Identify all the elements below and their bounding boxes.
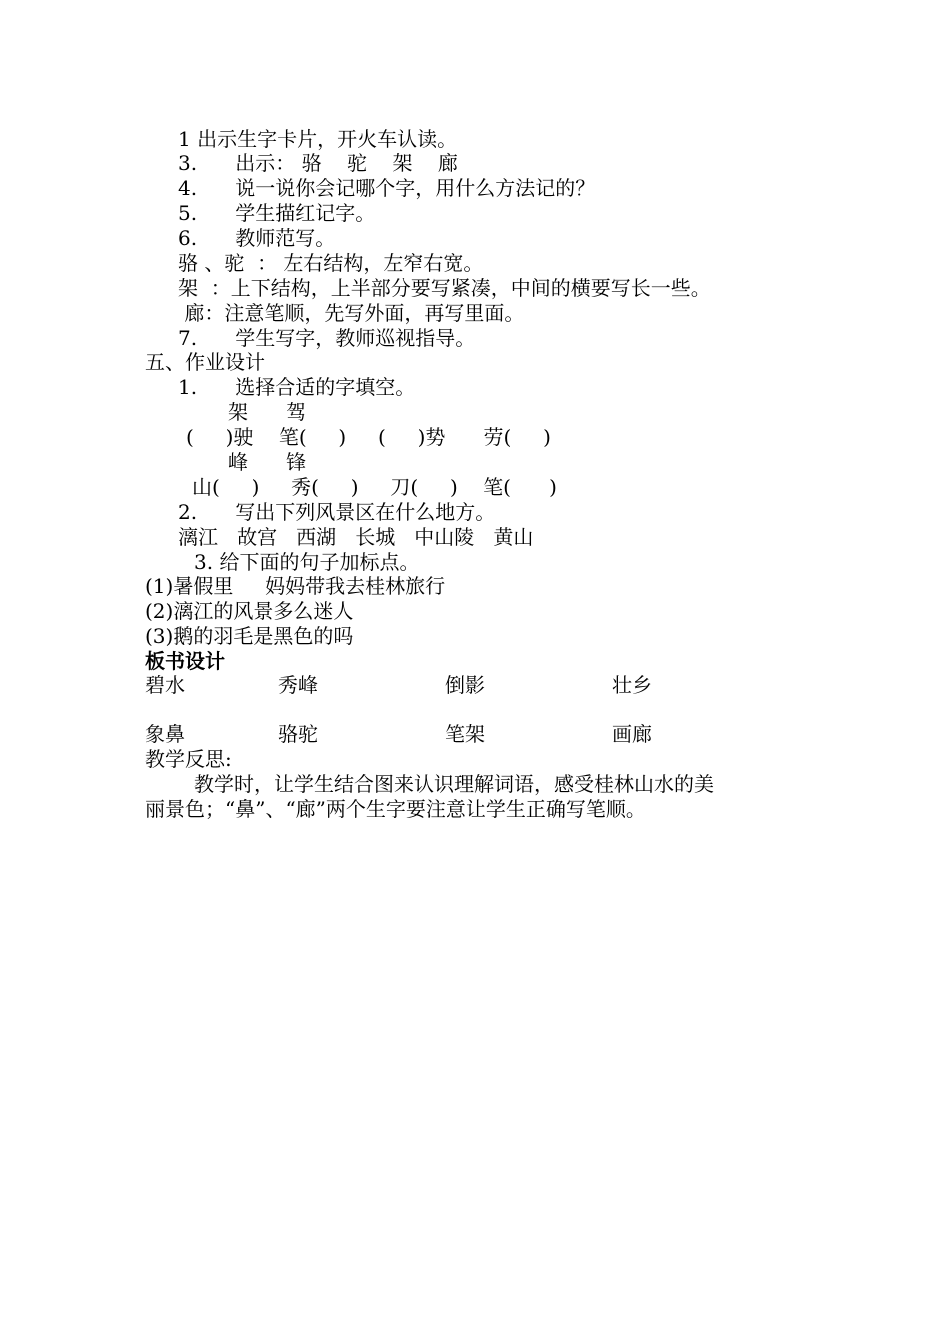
- step-3: 3. 出示： 骆 驼 架 廊: [178, 151, 458, 175]
- step-5: 5. 学生描红记字。: [178, 201, 376, 225]
- step-1: 1 出示生字卡片，开火车认读。: [178, 127, 458, 151]
- homework-1: 1. 选择合适的字填空。: [178, 375, 416, 399]
- sentence-3: (3)鹅的羽毛是黑色的吗: [145, 624, 354, 648]
- step-4: 4. 说一说你会记哪个字，用什么方法记的？: [178, 176, 596, 200]
- board-heading: 板书设计: [145, 649, 225, 673]
- board-cell: 倒影: [445, 673, 485, 697]
- board-cell: 笔架: [445, 722, 485, 746]
- board-cell: 壮乡: [612, 673, 652, 697]
- homework-3: 3. 给下面的句子加标点。: [194, 550, 420, 574]
- note-luotuo: 骆 、驼 ： 左右结构，左窄右宽。: [178, 251, 484, 275]
- note-lang: 廊：注意笔顺，先写外面，再写里面。: [178, 301, 525, 325]
- board-cell: 画廊: [612, 722, 652, 746]
- board-cell: 骆驼: [278, 722, 318, 746]
- homework-2: 2. 写出下列风景区在什么地方。: [178, 500, 496, 524]
- board-cell: 象鼻: [145, 722, 185, 746]
- board-cell: 碧水: [145, 673, 185, 697]
- homework-1-choices-a: 架 驾: [228, 400, 307, 424]
- reflection-line-2: 丽景色；“鼻”、“廊”两个生字要注意让学生正确写笔顺。: [145, 797, 646, 821]
- sentence-2: (2)漓江的风景多么迷人: [145, 599, 354, 623]
- note-jia: 架 ：上下结构，上半部分要写紧凑，中间的横要写长一些。: [178, 276, 711, 300]
- homework-1-blanks-b: 山( ) 秀( ) 刀( ) 笔( ): [192, 475, 557, 499]
- board-cell: 秀峰: [278, 673, 318, 697]
- step-6: 6. 教师范写。: [178, 226, 336, 250]
- sentence-1: (1)暑假里 妈妈带我去桂林旅行: [145, 574, 446, 598]
- homework-1-choices-b: 峰 锋: [228, 450, 307, 474]
- homework-1-blanks-a: ( )驶 笔( ) ( )势 劳( ): [186, 425, 551, 449]
- homework-2-places: 漓江 故宫 西湖 长城 中山陵 黄山: [178, 525, 534, 549]
- step-7: 7. 学生写字，教师巡视指导。: [178, 326, 476, 350]
- reflection-heading: 教学反思:: [145, 747, 232, 771]
- reflection-line-1: 教学时，让学生结合图来认识理解词语，感受桂林山水的美: [194, 772, 714, 796]
- section-homework-heading: 五、作业设计: [145, 350, 265, 374]
